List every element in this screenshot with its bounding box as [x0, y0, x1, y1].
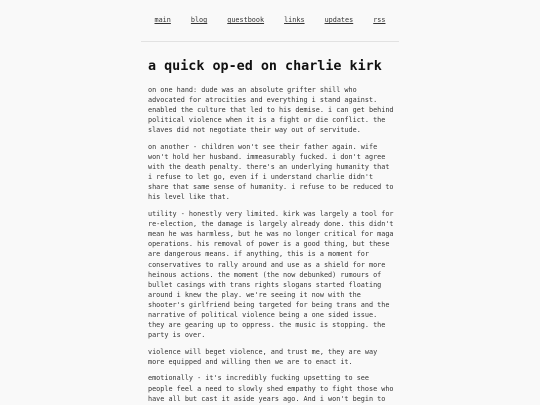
paragraph-line: i refuse to let go, even if i understand charlie didn't — [148, 173, 374, 182]
paragraph-line: enabled the culture that led to his demise. i can get behind — [148, 106, 394, 115]
post-paragraph — [148, 209, 395, 340]
nav-link-main[interactable]: main — [154, 16, 171, 24]
paragraph-line: around i knew the play. we're seeing it now with the — [148, 290, 361, 299]
nav-link-updates[interactable]: updates — [324, 16, 354, 24]
paragraph-line: party is over. — [148, 331, 206, 340]
paragraph-line: they are gearing up to oppress. the music is stopping. the — [148, 321, 386, 330]
paragraph-line: advocated for atrocities and everything i stand against. — [148, 96, 378, 105]
paragraph-line: violence will beget violence, and trust me, they are way — [148, 347, 378, 356]
paragraph-line: political violence when it is a fight or die conflict. the — [148, 116, 386, 125]
paragraph-line: shooter's girlfriend being targeted for being trans and the — [148, 300, 390, 309]
nav-link-guestbook[interactable]: guestbook — [227, 16, 265, 24]
paragraph-line: emotionally - it's incredibly fucking upsetting to see — [148, 374, 369, 383]
paragraph-line: utility - honestly very limited. kirk was largely a tool for — [148, 210, 394, 219]
paragraph-line: re-election, the damage is largely already done. this didn't — [148, 220, 394, 229]
paragraph-line: more equipped and willing then we are to enact it. — [148, 357, 353, 366]
post-paragraph — [148, 347, 395, 367]
paragraph-line: won't hold her husband. immeasurably fucked. i don't agree — [148, 153, 386, 162]
paragraph-line: on another - children won't see their father again. wife — [148, 142, 378, 151]
nav-link-rss[interactable]: rss — [373, 16, 386, 24]
post-paragraph — [148, 142, 395, 203]
paragraph-line: heinous actions. the moment (the now debunked) rumours of — [148, 270, 382, 279]
post-paragraph — [148, 373, 395, 403]
post-body — [148, 85, 395, 404]
paragraph-line: share that same sense of humanity. i refuse to be reduced to — [148, 183, 394, 192]
paragraph-line: slaves did not negotiate their way out of servitude. — [148, 126, 361, 135]
paragraph-line: bullet casings with trans rights slogans started floating — [148, 280, 382, 289]
paragraph-line: conservatives to rally around and use as a shield for more — [148, 260, 386, 269]
top-nav — [141, 0, 399, 25]
paragraph-line: are dangerous means. if anything, this is a moment for — [148, 250, 369, 259]
paragraph-line: his level like that. — [148, 193, 230, 202]
site-header — [141, 0, 399, 42]
paragraph-line: people feel a need to slowly shed empathy to fight those who — [148, 384, 394, 393]
page-container — [141, 0, 399, 404]
paragraph-line: narrative of political violence being a one sided issue. — [148, 310, 378, 319]
post-paragraph — [148, 85, 395, 135]
paragraph-line: on one hand: dude was an absolute grifter shill who — [148, 86, 357, 94]
blog-post — [141, 59, 399, 404]
nav-link-blog[interactable]: blog — [190, 16, 208, 24]
paragraph-line: have all but cast it aside years ago. And i won't begin to — [148, 394, 386, 403]
post-title: a quick op-ed on charlie kirk — [148, 59, 382, 74]
paragraph-line: mean he was harmless, but he was no longer critical for maga — [148, 230, 394, 239]
paragraph-line: with the death penalty. there's an underlying humanity that — [148, 163, 390, 172]
paragraph-line: operations. his removal of power is a good thing, but these — [148, 240, 390, 249]
nav-link-links[interactable]: links — [284, 16, 305, 24]
